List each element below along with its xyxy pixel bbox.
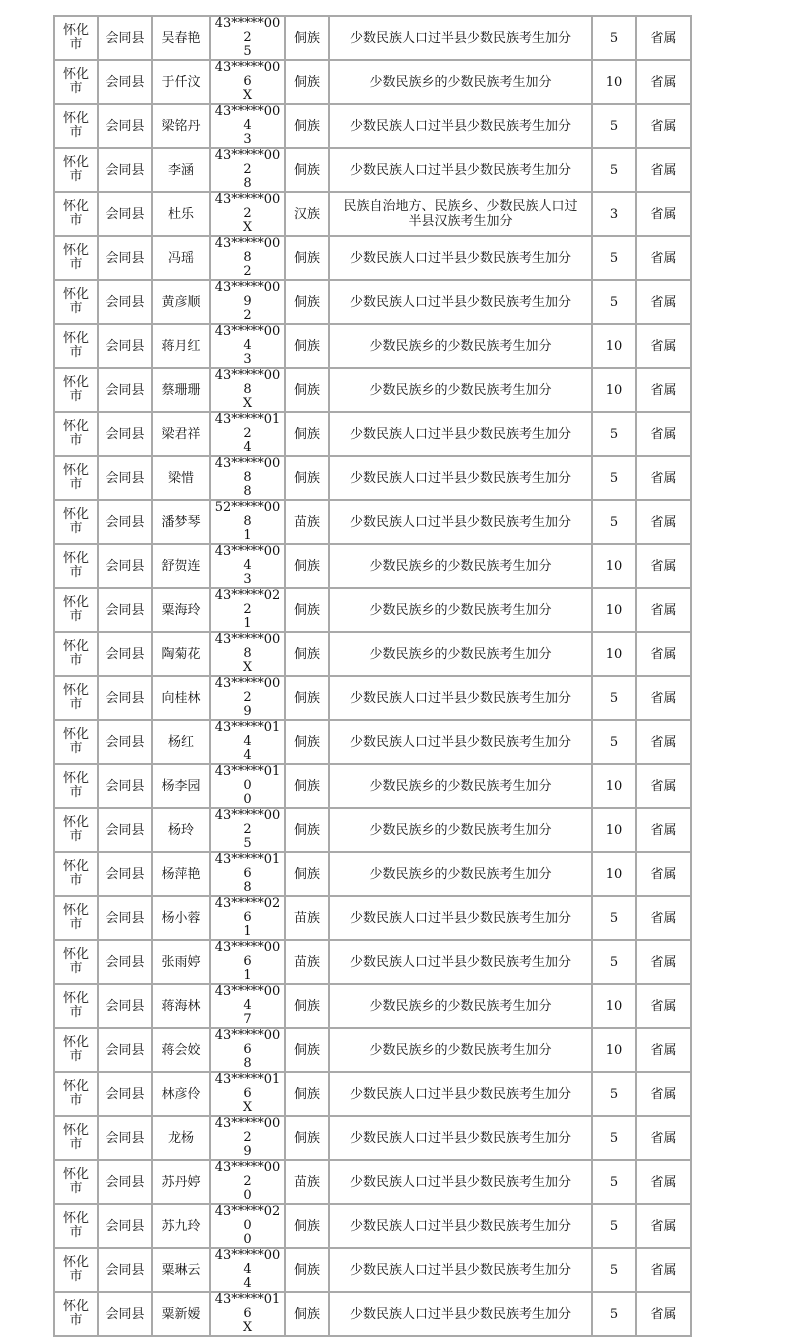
- table-row: [54, 764, 691, 808]
- table-row: [54, 1292, 691, 1336]
- county-cell: 会同县: [98, 896, 152, 940]
- city-cell: 怀化 市: [54, 1160, 98, 1204]
- bonus-reason-cell: 少数民族人口过半县少数民族考生加分: [329, 1160, 592, 1204]
- bonus-reason-cell: 少数民族人口过半县少数民族考生加分: [329, 16, 592, 60]
- county-cell: 会同县: [98, 808, 152, 852]
- table-row: [54, 676, 691, 720]
- county-cell: 会同县: [98, 588, 152, 632]
- id-number-cell: 43*****016 8: [210, 852, 285, 896]
- ethnicity-cell: 侗族: [285, 1248, 329, 1292]
- bonus-points-cell: 10: [592, 852, 636, 896]
- id-number-cell: 43*****006 8: [210, 1028, 285, 1072]
- county-cell: 会同县: [98, 456, 152, 500]
- bonus-points-cell: 5: [592, 16, 636, 60]
- level-cell: 省属: [636, 984, 691, 1028]
- name-cell: 杨玲: [152, 808, 210, 852]
- bonus-reason-cell: 少数民族人口过半县少数民族考生加分: [329, 720, 592, 764]
- ethnicity-cell: 苗族: [285, 940, 329, 984]
- bonus-points-cell: 5: [592, 676, 636, 720]
- bonus-reason-cell: 少数民族人口过半县少数民族考生加分: [329, 500, 592, 544]
- level-cell: 省属: [636, 1072, 691, 1116]
- id-number-cell: 43*****002 9: [210, 676, 285, 720]
- ethnicity-cell: 侗族: [285, 324, 329, 368]
- city-cell: 怀化 市: [54, 720, 98, 764]
- ethnicity-cell: 侗族: [285, 632, 329, 676]
- bonus-points-cell: 5: [592, 896, 636, 940]
- name-cell: 杨萍艳: [152, 852, 210, 896]
- bonus-points-cell: 5: [592, 280, 636, 324]
- city-cell: 怀化 市: [54, 60, 98, 104]
- table-row: [54, 500, 691, 544]
- table-row: [54, 1072, 691, 1116]
- id-number-cell: 43*****008 8: [210, 456, 285, 500]
- city-cell: 怀化 市: [54, 192, 98, 236]
- table-row: [54, 1248, 691, 1292]
- county-cell: 会同县: [98, 368, 152, 412]
- level-cell: 省属: [636, 1028, 691, 1072]
- name-cell: 于仟汶: [152, 60, 210, 104]
- name-cell: 粟新嫒: [152, 1292, 210, 1336]
- table-row: [54, 808, 691, 852]
- county-cell: 会同县: [98, 1072, 152, 1116]
- city-cell: 怀化 市: [54, 808, 98, 852]
- table-row: [54, 1160, 691, 1204]
- bonus-points-cell: 10: [592, 324, 636, 368]
- city-cell: 怀化 市: [54, 16, 98, 60]
- table-row: [54, 1028, 691, 1072]
- ethnicity-cell: 侗族: [285, 1292, 329, 1336]
- city-cell: 怀化 市: [54, 632, 98, 676]
- bonus-reason-cell: 少数民族人口过半县少数民族考生加分: [329, 280, 592, 324]
- bonus-reason-cell: 少数民族乡的少数民族考生加分: [329, 764, 592, 808]
- city-cell: 怀化 市: [54, 1248, 98, 1292]
- city-cell: 怀化 市: [54, 500, 98, 544]
- ethnicity-cell: 侗族: [285, 808, 329, 852]
- city-cell: 怀化 市: [54, 1204, 98, 1248]
- county-cell: 会同县: [98, 500, 152, 544]
- city-cell: 怀化 市: [54, 368, 98, 412]
- table-row: [54, 896, 691, 940]
- city-cell: 怀化 市: [54, 1292, 98, 1336]
- bonus-reason-cell: 少数民族乡的少数民族考生加分: [329, 368, 592, 412]
- name-cell: 蒋月红: [152, 324, 210, 368]
- name-cell: 舒贺连: [152, 544, 210, 588]
- id-number-cell: 43*****006 1: [210, 940, 285, 984]
- bonus-points-cell: 5: [592, 104, 636, 148]
- ethnicity-cell: 侗族: [285, 236, 329, 280]
- ethnicity-cell: 苗族: [285, 500, 329, 544]
- table-row: [54, 368, 691, 412]
- city-cell: 怀化 市: [54, 1028, 98, 1072]
- bonus-points-cell: 10: [592, 764, 636, 808]
- level-cell: 省属: [636, 1292, 691, 1336]
- bonus-points-cell: 5: [592, 720, 636, 764]
- county-cell: 会同县: [98, 1204, 152, 1248]
- level-cell: 省属: [636, 1160, 691, 1204]
- bonus-points-cell: 10: [592, 632, 636, 676]
- county-cell: 会同县: [98, 236, 152, 280]
- county-cell: 会同县: [98, 720, 152, 764]
- county-cell: 会同县: [98, 940, 152, 984]
- level-cell: 省属: [636, 896, 691, 940]
- ethnicity-cell: 侗族: [285, 16, 329, 60]
- level-cell: 省属: [636, 104, 691, 148]
- name-cell: 蒋会姣: [152, 1028, 210, 1072]
- county-cell: 会同县: [98, 1028, 152, 1072]
- county-cell: 会同县: [98, 148, 152, 192]
- table-row: [54, 324, 691, 368]
- city-cell: 怀化 市: [54, 236, 98, 280]
- bonus-points-cell: 10: [592, 1028, 636, 1072]
- bonus-reason-cell: 少数民族乡的少数民族考生加分: [329, 324, 592, 368]
- name-cell: 梁君祥: [152, 412, 210, 456]
- county-cell: 会同县: [98, 1248, 152, 1292]
- bonus-points-cell: 5: [592, 1204, 636, 1248]
- bonus-reason-cell: 少数民族人口过半县少数民族考生加分: [329, 412, 592, 456]
- bonus-points-cell: 10: [592, 808, 636, 852]
- bonus-reason-cell: 少数民族人口过半县少数民族考生加分: [329, 896, 592, 940]
- bonus-reason-cell: 少数民族乡的少数民族考生加分: [329, 984, 592, 1028]
- id-number-cell: 43*****006 X: [210, 60, 285, 104]
- ethnicity-cell: 侗族: [285, 280, 329, 324]
- name-cell: 冯瑶: [152, 236, 210, 280]
- level-cell: 省属: [636, 280, 691, 324]
- ethnicity-cell: 侗族: [285, 764, 329, 808]
- city-cell: 怀化 市: [54, 412, 98, 456]
- bonus-points-cell: 5: [592, 940, 636, 984]
- bonus-reason-cell: 少数民族人口过半县少数民族考生加分: [329, 104, 592, 148]
- table-row: [54, 104, 691, 148]
- id-number-cell: 43*****026 1: [210, 896, 285, 940]
- table-row: [54, 852, 691, 896]
- name-cell: 粟海玲: [152, 588, 210, 632]
- level-cell: 省属: [636, 1248, 691, 1292]
- level-cell: 省属: [636, 324, 691, 368]
- bonus-points-cell: 5: [592, 148, 636, 192]
- level-cell: 省属: [636, 852, 691, 896]
- level-cell: 省属: [636, 236, 691, 280]
- county-cell: 会同县: [98, 1116, 152, 1160]
- level-cell: 省属: [636, 368, 691, 412]
- city-cell: 怀化 市: [54, 852, 98, 896]
- id-number-cell: 43*****022 1: [210, 588, 285, 632]
- ethnicity-cell: 侗族: [285, 1204, 329, 1248]
- id-number-cell: 43*****016 X: [210, 1292, 285, 1336]
- name-cell: 李涵: [152, 148, 210, 192]
- name-cell: 吴春艳: [152, 16, 210, 60]
- city-cell: 怀化 市: [54, 324, 98, 368]
- table-row: [54, 984, 691, 1028]
- level-cell: 省属: [636, 940, 691, 984]
- city-cell: 怀化 市: [54, 148, 98, 192]
- name-cell: 潘梦琴: [152, 500, 210, 544]
- city-cell: 怀化 市: [54, 1116, 98, 1160]
- city-cell: 怀化 市: [54, 676, 98, 720]
- table-row: [54, 16, 691, 60]
- name-cell: 杨红: [152, 720, 210, 764]
- ethnicity-cell: 侗族: [285, 1028, 329, 1072]
- level-cell: 省属: [636, 192, 691, 236]
- name-cell: 向桂林: [152, 676, 210, 720]
- bonus-points-cell: 5: [592, 412, 636, 456]
- city-cell: 怀化 市: [54, 104, 98, 148]
- level-cell: 省属: [636, 632, 691, 676]
- bonus-reason-cell: 少数民族人口过半县少数民族考生加分: [329, 1248, 592, 1292]
- id-number-cell: 43*****002 5: [210, 808, 285, 852]
- id-number-cell: 43*****004 3: [210, 104, 285, 148]
- id-number-cell: 43*****002 X: [210, 192, 285, 236]
- bonus-reason-cell: 少数民族乡的少数民族考生加分: [329, 1028, 592, 1072]
- id-number-cell: 43*****012 4: [210, 412, 285, 456]
- table-row: [54, 280, 691, 324]
- id-number-cell: 43*****014 4: [210, 720, 285, 764]
- id-number-cell: 43*****008 X: [210, 368, 285, 412]
- level-cell: 省属: [636, 500, 691, 544]
- city-cell: 怀化 市: [54, 280, 98, 324]
- city-cell: 怀化 市: [54, 456, 98, 500]
- ethnicity-cell: 侗族: [285, 412, 329, 456]
- table-row: [54, 148, 691, 192]
- level-cell: 省属: [636, 720, 691, 764]
- name-cell: 杨小蓉: [152, 896, 210, 940]
- table-row: [54, 236, 691, 280]
- bonus-reason-cell: 少数民族人口过半县少数民族考生加分: [329, 940, 592, 984]
- ethnicity-cell: 汉族: [285, 192, 329, 236]
- id-number-cell: 43*****004 3: [210, 544, 285, 588]
- name-cell: 蔡珊珊: [152, 368, 210, 412]
- ethnicity-cell: 侗族: [285, 852, 329, 896]
- level-cell: 省属: [636, 1116, 691, 1160]
- id-number-cell: 43*****010 0: [210, 764, 285, 808]
- bonus-points-cell: 10: [592, 544, 636, 588]
- level-cell: 省属: [636, 808, 691, 852]
- bonus-reason-cell: 少数民族乡的少数民族考生加分: [329, 544, 592, 588]
- bonus-points-cell: 10: [592, 984, 636, 1028]
- bonus-points-cell: 5: [592, 236, 636, 280]
- county-cell: 会同县: [98, 984, 152, 1028]
- name-cell: 苏九玲: [152, 1204, 210, 1248]
- ethnicity-cell: 侗族: [285, 588, 329, 632]
- table-row: [54, 60, 691, 104]
- table-row: [54, 544, 691, 588]
- bonus-reason-cell: 少数民族人口过半县少数民族考生加分: [329, 1292, 592, 1336]
- county-cell: 会同县: [98, 764, 152, 808]
- level-cell: 省属: [636, 60, 691, 104]
- name-cell: 陶菊花: [152, 632, 210, 676]
- county-cell: 会同县: [98, 676, 152, 720]
- county-cell: 会同县: [98, 852, 152, 896]
- id-number-cell: 43*****002 5: [210, 16, 285, 60]
- bonus-reason-cell: 少数民族人口过半县少数民族考生加分: [329, 1072, 592, 1116]
- bonus-reason-cell: 少数民族人口过半县少数民族考生加分: [329, 236, 592, 280]
- bonus-points-cell: 5: [592, 1292, 636, 1336]
- ethnicity-cell: 侗族: [285, 984, 329, 1028]
- county-cell: 会同县: [98, 192, 152, 236]
- name-cell: 杨李园: [152, 764, 210, 808]
- ethnicity-cell: 侗族: [285, 368, 329, 412]
- table-row: [54, 456, 691, 500]
- bonus-points-cell: 5: [592, 1248, 636, 1292]
- name-cell: 黄彦顺: [152, 280, 210, 324]
- bonus-reason-cell: 少数民族人口过半县少数民族考生加分: [329, 1204, 592, 1248]
- table-row: [54, 1204, 691, 1248]
- name-cell: 龙杨: [152, 1116, 210, 1160]
- id-number-cell: 43*****008 2: [210, 236, 285, 280]
- ethnicity-cell: 侗族: [285, 60, 329, 104]
- bonus-points-table: [53, 15, 692, 1337]
- id-number-cell: 43*****002 0: [210, 1160, 285, 1204]
- table-row: [54, 412, 691, 456]
- bonus-points-cell: 5: [592, 1116, 636, 1160]
- level-cell: 省属: [636, 588, 691, 632]
- name-cell: 梁铭丹: [152, 104, 210, 148]
- bonus-points-cell: 5: [592, 1160, 636, 1204]
- bonus-reason-cell: 少数民族人口过半县少数民族考生加分: [329, 676, 592, 720]
- city-cell: 怀化 市: [54, 588, 98, 632]
- ethnicity-cell: 苗族: [285, 896, 329, 940]
- id-number-cell: 43*****002 8: [210, 148, 285, 192]
- county-cell: 会同县: [98, 60, 152, 104]
- table-row: [54, 588, 691, 632]
- county-cell: 会同县: [98, 1292, 152, 1336]
- id-number-cell: 43*****004 4: [210, 1248, 285, 1292]
- city-cell: 怀化 市: [54, 764, 98, 808]
- bonus-points-cell: 10: [592, 588, 636, 632]
- table-row: [54, 720, 691, 764]
- level-cell: 省属: [636, 16, 691, 60]
- bonus-reason-cell: 少数民族人口过半县少数民族考生加分: [329, 1116, 592, 1160]
- city-cell: 怀化 市: [54, 984, 98, 1028]
- county-cell: 会同县: [98, 16, 152, 60]
- bonus-points-cell: 5: [592, 456, 636, 500]
- bonus-reason-cell: 少数民族乡的少数民族考生加分: [329, 588, 592, 632]
- level-cell: 省属: [636, 412, 691, 456]
- table-row: [54, 192, 691, 236]
- county-cell: 会同县: [98, 632, 152, 676]
- id-number-cell: 52*****008 1: [210, 500, 285, 544]
- ethnicity-cell: 侗族: [285, 544, 329, 588]
- id-number-cell: 43*****009 2: [210, 280, 285, 324]
- name-cell: 苏丹婷: [152, 1160, 210, 1204]
- city-cell: 怀化 市: [54, 544, 98, 588]
- name-cell: 杜乐: [152, 192, 210, 236]
- bonus-reason-cell: 少数民族人口过半县少数民族考生加分: [329, 148, 592, 192]
- bonus-reason-cell: 少数民族乡的少数民族考生加分: [329, 60, 592, 104]
- county-cell: 会同县: [98, 324, 152, 368]
- county-cell: 会同县: [98, 104, 152, 148]
- bonus-points-cell: 10: [592, 368, 636, 412]
- table-row: [54, 1116, 691, 1160]
- id-number-cell: 43*****002 9: [210, 1116, 285, 1160]
- county-cell: 会同县: [98, 1160, 152, 1204]
- level-cell: 省属: [636, 148, 691, 192]
- id-number-cell: 43*****004 3: [210, 324, 285, 368]
- level-cell: 省属: [636, 1204, 691, 1248]
- name-cell: 林彦伶: [152, 1072, 210, 1116]
- bonus-reason-cell: 少数民族乡的少数民族考生加分: [329, 632, 592, 676]
- bonus-reason-cell: 少数民族乡的少数民族考生加分: [329, 808, 592, 852]
- level-cell: 省属: [636, 456, 691, 500]
- county-cell: 会同县: [98, 280, 152, 324]
- table-row: [54, 632, 691, 676]
- bonus-points-cell: 5: [592, 1072, 636, 1116]
- bonus-points-cell: 10: [592, 60, 636, 104]
- ethnicity-cell: 侗族: [285, 104, 329, 148]
- bonus-reason-cell: 少数民族乡的少数民族考生加分: [329, 852, 592, 896]
- id-number-cell: 43*****016 X: [210, 1072, 285, 1116]
- bonus-reason-cell: 民族自治地方、民族乡、少数民族人口过 半县汉族考生加分: [329, 192, 592, 236]
- bonus-points-cell: 5: [592, 500, 636, 544]
- name-cell: 张雨婷: [152, 940, 210, 984]
- ethnicity-cell: 侗族: [285, 148, 329, 192]
- ethnicity-cell: 侗族: [285, 676, 329, 720]
- ethnicity-cell: 侗族: [285, 1116, 329, 1160]
- level-cell: 省属: [636, 676, 691, 720]
- county-cell: 会同县: [98, 544, 152, 588]
- ethnicity-cell: 苗族: [285, 1160, 329, 1204]
- id-number-cell: 43*****020 0: [210, 1204, 285, 1248]
- bonus-points-cell: 3: [592, 192, 636, 236]
- city-cell: 怀化 市: [54, 1072, 98, 1116]
- id-number-cell: 43*****004 7: [210, 984, 285, 1028]
- id-number-cell: 43*****008 X: [210, 632, 285, 676]
- ethnicity-cell: 侗族: [285, 1072, 329, 1116]
- bonus-reason-cell: 少数民族人口过半县少数民族考生加分: [329, 456, 592, 500]
- name-cell: 蒋海林: [152, 984, 210, 1028]
- ethnicity-cell: 侗族: [285, 720, 329, 764]
- county-cell: 会同县: [98, 412, 152, 456]
- name-cell: 粟琳云: [152, 1248, 210, 1292]
- city-cell: 怀化 市: [54, 940, 98, 984]
- table-body: [54, 16, 691, 1336]
- level-cell: 省属: [636, 764, 691, 808]
- ethnicity-cell: 侗族: [285, 456, 329, 500]
- name-cell: 梁惜: [152, 456, 210, 500]
- city-cell: 怀化 市: [54, 896, 98, 940]
- table-row: [54, 940, 691, 984]
- level-cell: 省属: [636, 544, 691, 588]
